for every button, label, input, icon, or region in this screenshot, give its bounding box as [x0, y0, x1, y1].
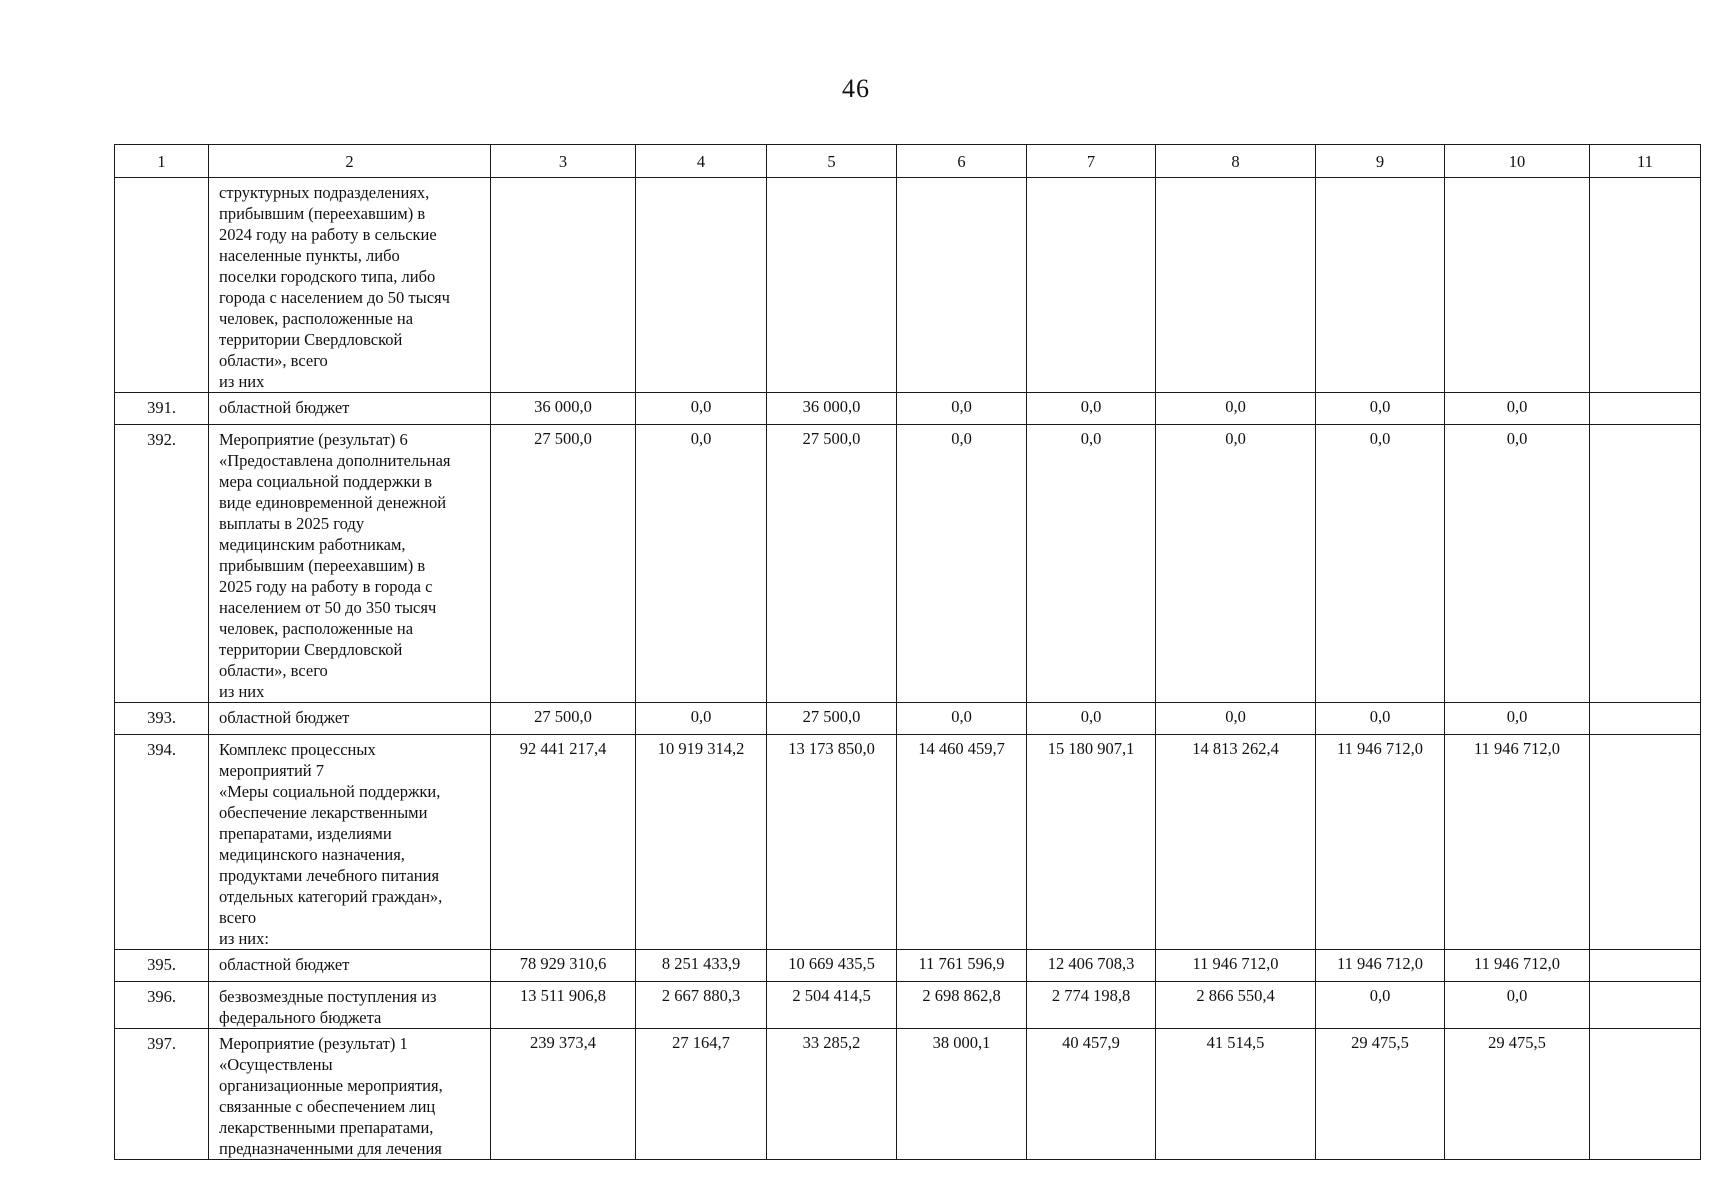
value-cell-col8: 14 813 262,4	[1156, 735, 1316, 950]
value-cell-col3: 13 511 906,8	[491, 982, 636, 1029]
column-header: 1	[115, 145, 209, 178]
column-header: 7	[1027, 145, 1156, 178]
value-cell-col11	[1590, 703, 1701, 735]
value-cell-col7	[1027, 178, 1156, 393]
value-cell-col10: 29 475,5	[1445, 1029, 1590, 1160]
value-cell-col9: 11 946 712,0	[1316, 735, 1445, 950]
column-header: 5	[767, 145, 897, 178]
value-cell-col10: 0,0	[1445, 982, 1590, 1029]
value-cell-col10: 0,0	[1445, 393, 1590, 425]
value-cell-col5: 36 000,0	[767, 393, 897, 425]
header-row	[115, 145, 1701, 178]
table-row	[115, 425, 1701, 703]
value-cell-col5: 10 669 435,5	[767, 950, 897, 982]
value-cell-col4: 0,0	[636, 393, 767, 425]
value-cell-col7: 0,0	[1027, 703, 1156, 735]
budget-table	[114, 144, 1701, 1160]
row-number: 392.	[115, 425, 209, 703]
value-cell-col9: 0,0	[1316, 982, 1445, 1029]
value-cell-col7: 12 406 708,3	[1027, 950, 1156, 982]
value-cell-col8: 0,0	[1156, 425, 1316, 703]
row-description: Комплекс процессных мероприятий 7 «Меры социальной поддержки, обеспечение лекарственными препаратами, изделиями медицинского назначения, продуктами лечебного питания отдельных категорий граждан», всего из них:	[209, 735, 491, 950]
row-number: 393.	[115, 703, 209, 735]
value-cell-col11	[1590, 393, 1701, 425]
table-row	[115, 393, 1701, 425]
value-cell-col8: 0,0	[1156, 393, 1316, 425]
value-cell-col10: 0,0	[1445, 703, 1590, 735]
table-row	[115, 982, 1701, 1029]
value-cell-col4: 0,0	[636, 703, 767, 735]
value-cell-col11	[1590, 735, 1701, 950]
value-cell-col7: 0,0	[1027, 393, 1156, 425]
column-header: 3	[491, 145, 636, 178]
column-header: 6	[897, 145, 1027, 178]
column-header: 4	[636, 145, 767, 178]
value-cell-col6: 38 000,1	[897, 1029, 1027, 1160]
value-cell-col5: 13 173 850,0	[767, 735, 897, 950]
value-cell-col4: 10 919 314,2	[636, 735, 767, 950]
value-cell-col9: 11 946 712,0	[1316, 950, 1445, 982]
row-description: областной бюджет	[209, 393, 491, 425]
value-cell-col7: 2 774 198,8	[1027, 982, 1156, 1029]
row-number	[115, 178, 209, 393]
value-cell-col8: 11 946 712,0	[1156, 950, 1316, 982]
column-header: 8	[1156, 145, 1316, 178]
row-description: областной бюджет	[209, 950, 491, 982]
row-number: 396.	[115, 982, 209, 1029]
value-cell-col11	[1590, 425, 1701, 703]
value-cell-col9: 0,0	[1316, 393, 1445, 425]
value-cell-col9	[1316, 178, 1445, 393]
value-cell-col3: 78 929 310,6	[491, 950, 636, 982]
value-cell-col6: 14 460 459,7	[897, 735, 1027, 950]
value-cell-col9: 0,0	[1316, 425, 1445, 703]
value-cell-col9: 0,0	[1316, 703, 1445, 735]
value-cell-col4: 8 251 433,9	[636, 950, 767, 982]
value-cell-col8	[1156, 178, 1316, 393]
value-cell-col4: 27 164,7	[636, 1029, 767, 1160]
row-description: Мероприятие (результат) 1 «Осуществлены организационные мероприятия, связанные с обеспечением лиц лекарственными препаратами, предназначенными для лечения	[209, 1029, 491, 1160]
value-cell-col7: 40 457,9	[1027, 1029, 1156, 1160]
value-cell-col3	[491, 178, 636, 393]
row-description: областной бюджет	[209, 703, 491, 735]
value-cell-col3: 36 000,0	[491, 393, 636, 425]
column-header: 9	[1316, 145, 1445, 178]
value-cell-col6	[897, 178, 1027, 393]
row-description: структурных подразделениях, прибывшим (переехавшим) в 2024 году на работу в сельские населенные пункты, либо поселки городского типа, либо города с населением до 50 тысяч человек, расположенные на территории Свердловской области», всего из них	[209, 178, 491, 393]
column-header: 11	[1590, 145, 1701, 178]
value-cell-col10	[1445, 178, 1590, 393]
value-cell-col6: 0,0	[897, 393, 1027, 425]
value-cell-col3: 239 373,4	[491, 1029, 636, 1160]
value-cell-col6: 11 761 596,9	[897, 950, 1027, 982]
value-cell-col11	[1590, 950, 1701, 982]
table-row	[115, 178, 1701, 393]
value-cell-col11	[1590, 982, 1701, 1029]
value-cell-col6: 2 698 862,8	[897, 982, 1027, 1029]
row-description: Мероприятие (результат) 6 «Предоставлена дополнительная мера социальной поддержки в виде единовременной денежной выплаты в 2025 году медицинским работникам, прибывшим (переехавшим) в 2025 году на работу в города с населением от 50 до 350 тысяч человек, расположенные на территории Свердловской области», всего из них	[209, 425, 491, 703]
value-cell-col8: 0,0	[1156, 703, 1316, 735]
value-cell-col10: 0,0	[1445, 425, 1590, 703]
row-number: 394.	[115, 735, 209, 950]
value-cell-col4	[636, 178, 767, 393]
value-cell-col11	[1590, 178, 1701, 393]
table-row	[115, 735, 1701, 950]
value-cell-col3: 92 441 217,4	[491, 735, 636, 950]
value-cell-col4: 0,0	[636, 425, 767, 703]
table-row	[115, 1029, 1701, 1160]
row-number: 397.	[115, 1029, 209, 1160]
value-cell-col5: 33 285,2	[767, 1029, 897, 1160]
value-cell-col7: 15 180 907,1	[1027, 735, 1156, 950]
table-row	[115, 950, 1701, 982]
value-cell-col11	[1590, 1029, 1701, 1160]
value-cell-col10: 11 946 712,0	[1445, 735, 1590, 950]
row-number: 395.	[115, 950, 209, 982]
value-cell-col6: 0,0	[897, 425, 1027, 703]
value-cell-col6: 0,0	[897, 703, 1027, 735]
value-cell-col5: 2 504 414,5	[767, 982, 897, 1029]
column-header: 10	[1445, 145, 1590, 178]
row-number: 391.	[115, 393, 209, 425]
value-cell-col8: 41 514,5	[1156, 1029, 1316, 1160]
value-cell-col3: 27 500,0	[491, 425, 636, 703]
value-cell-col10: 11 946 712,0	[1445, 950, 1590, 982]
table-row	[115, 703, 1701, 735]
row-description: безвозмездные поступления из федерального бюджета	[209, 982, 491, 1029]
value-cell-col5: 27 500,0	[767, 703, 897, 735]
value-cell-col7: 0,0	[1027, 425, 1156, 703]
value-cell-col9: 29 475,5	[1316, 1029, 1445, 1160]
value-cell-col5: 27 500,0	[767, 425, 897, 703]
value-cell-col5	[767, 178, 897, 393]
value-cell-col3: 27 500,0	[491, 703, 636, 735]
page-number: 46	[842, 74, 870, 103]
value-cell-col8: 2 866 550,4	[1156, 982, 1316, 1029]
column-header: 2	[209, 145, 491, 178]
value-cell-col4: 2 667 880,3	[636, 982, 767, 1029]
